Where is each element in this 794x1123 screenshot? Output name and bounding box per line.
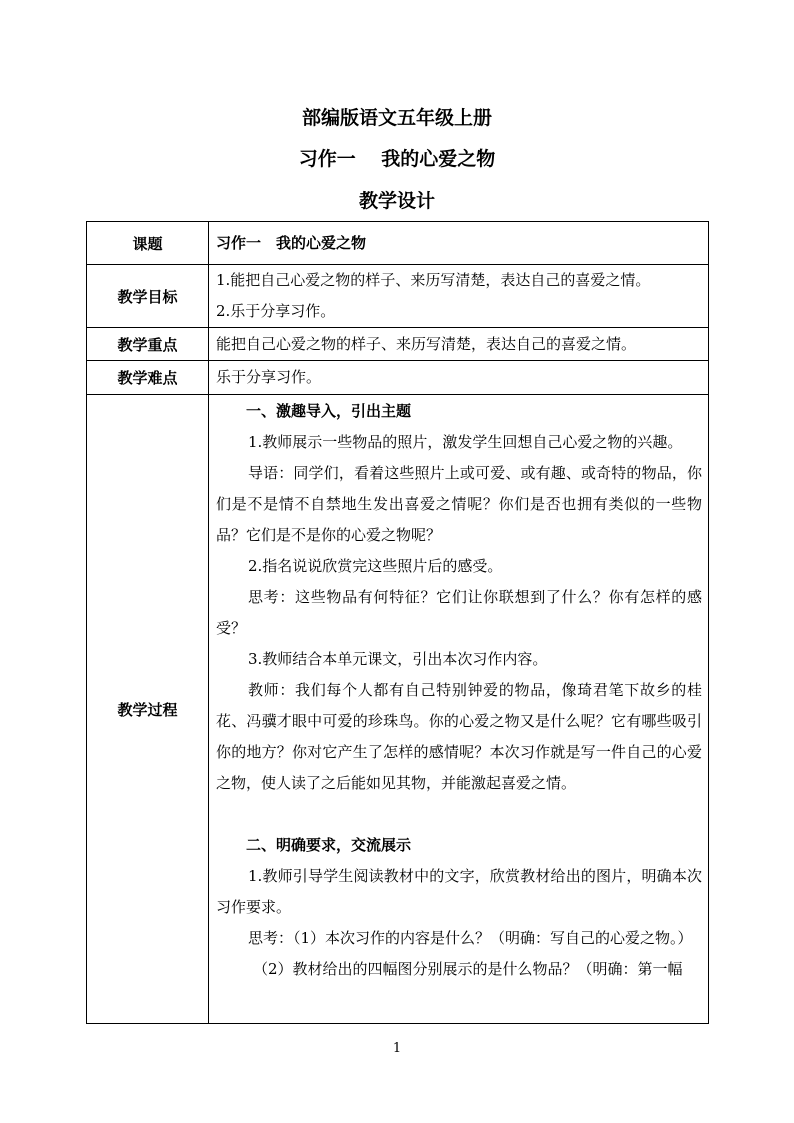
process-paragraph: （2）教材给出的四幅图分别展示的是什么物品？（明确：第一幅 (253, 960, 683, 978)
key-point-value: 能把自己心爱之物的样子、来历写清楚，表达自己的喜爱之情。 (216, 334, 637, 353)
goals-label: 教学目标 (87, 265, 209, 328)
page-number: 1 (392, 1041, 402, 1056)
difficulty-row (87, 361, 709, 395)
process-paragraph: 3.教师结合本单元课文，引出本次习作内容。 (248, 650, 548, 668)
difficulty-cell (209, 361, 709, 395)
section-heading: 一、激趣导入，引出主题 (246, 402, 412, 420)
paragraph-spacer (216, 799, 702, 830)
lesson-title: 习作一 我的心爱之物 (298, 148, 496, 170)
process-paragraph: 教师：我们每个人都有自己特别钟爱的物品，像琦君笔下故乡的桂花、冯骥才眼中可爱的珍珠鸟。你的心爱之物又是什么呢？它有哪些吸引你的地方？你对它产生了怎样的感情呢？本次习作就是写一件自己的心爱之物，使人读了之后能如见其物，并能激起喜爱之情。 (216, 681, 702, 792)
section-heading: 二、明确要求，交流展示 (246, 836, 412, 854)
key-point-row (87, 328, 709, 361)
document-title: 部编版语文五年级上册 (301, 107, 492, 129)
goal-item: 2.乐于分享习作。 (216, 302, 336, 320)
process-paragraph: 1.教师展示一些物品的照片，激发学生回想自己心爱之物的兴趣。 (248, 433, 683, 451)
difficulty-value: 乐于分享习作。 (216, 368, 322, 386)
design-title: 教学设计 (358, 190, 435, 212)
topic-value: 习作一 我的心爱之物 (216, 233, 367, 252)
process-paragraph: 1.教师引导学生阅读教材中的文字，欣赏教材给出的图片，明确本次习作要求。 (216, 867, 702, 916)
process-paragraph: 导语：同学们，看着这些照片上或可爱、或有趣、或奇特的物品，你们是不是情不自禁地生发出喜爱之情呢？你们是否也拥有类似的一些物品？它们是不是你的心爱之物呢？ (216, 464, 702, 544)
key-point-label: 教学重点 (87, 328, 209, 361)
goals-cell (209, 265, 709, 328)
process-paragraph: 思考：这些物品有何特征？它们让你联想到了什么？你有怎样的感受？ (216, 588, 702, 637)
topic-row (87, 222, 709, 265)
difficulty-label: 教学难点 (87, 361, 209, 395)
topic-value-cell (209, 222, 709, 265)
goals-row (87, 265, 709, 328)
topic-label: 课题 (87, 222, 209, 265)
process-paragraph: 2.指名说说欣赏完这些照片后的感受。 (248, 557, 503, 575)
goal-item: 1.能把自己心爱之物的样子、来历写清楚，表达自己的喜爱之情。 (216, 271, 651, 289)
process-paragraph: 思考：（1）本次习作的内容是什么？（明确：写自己的心爱之物。） (248, 929, 693, 947)
lesson-plan-table (86, 221, 709, 1024)
process-cell (209, 395, 709, 1024)
process-label: 教学过程 (87, 395, 209, 1024)
process-row (87, 395, 709, 1024)
key-point-cell (209, 328, 709, 361)
